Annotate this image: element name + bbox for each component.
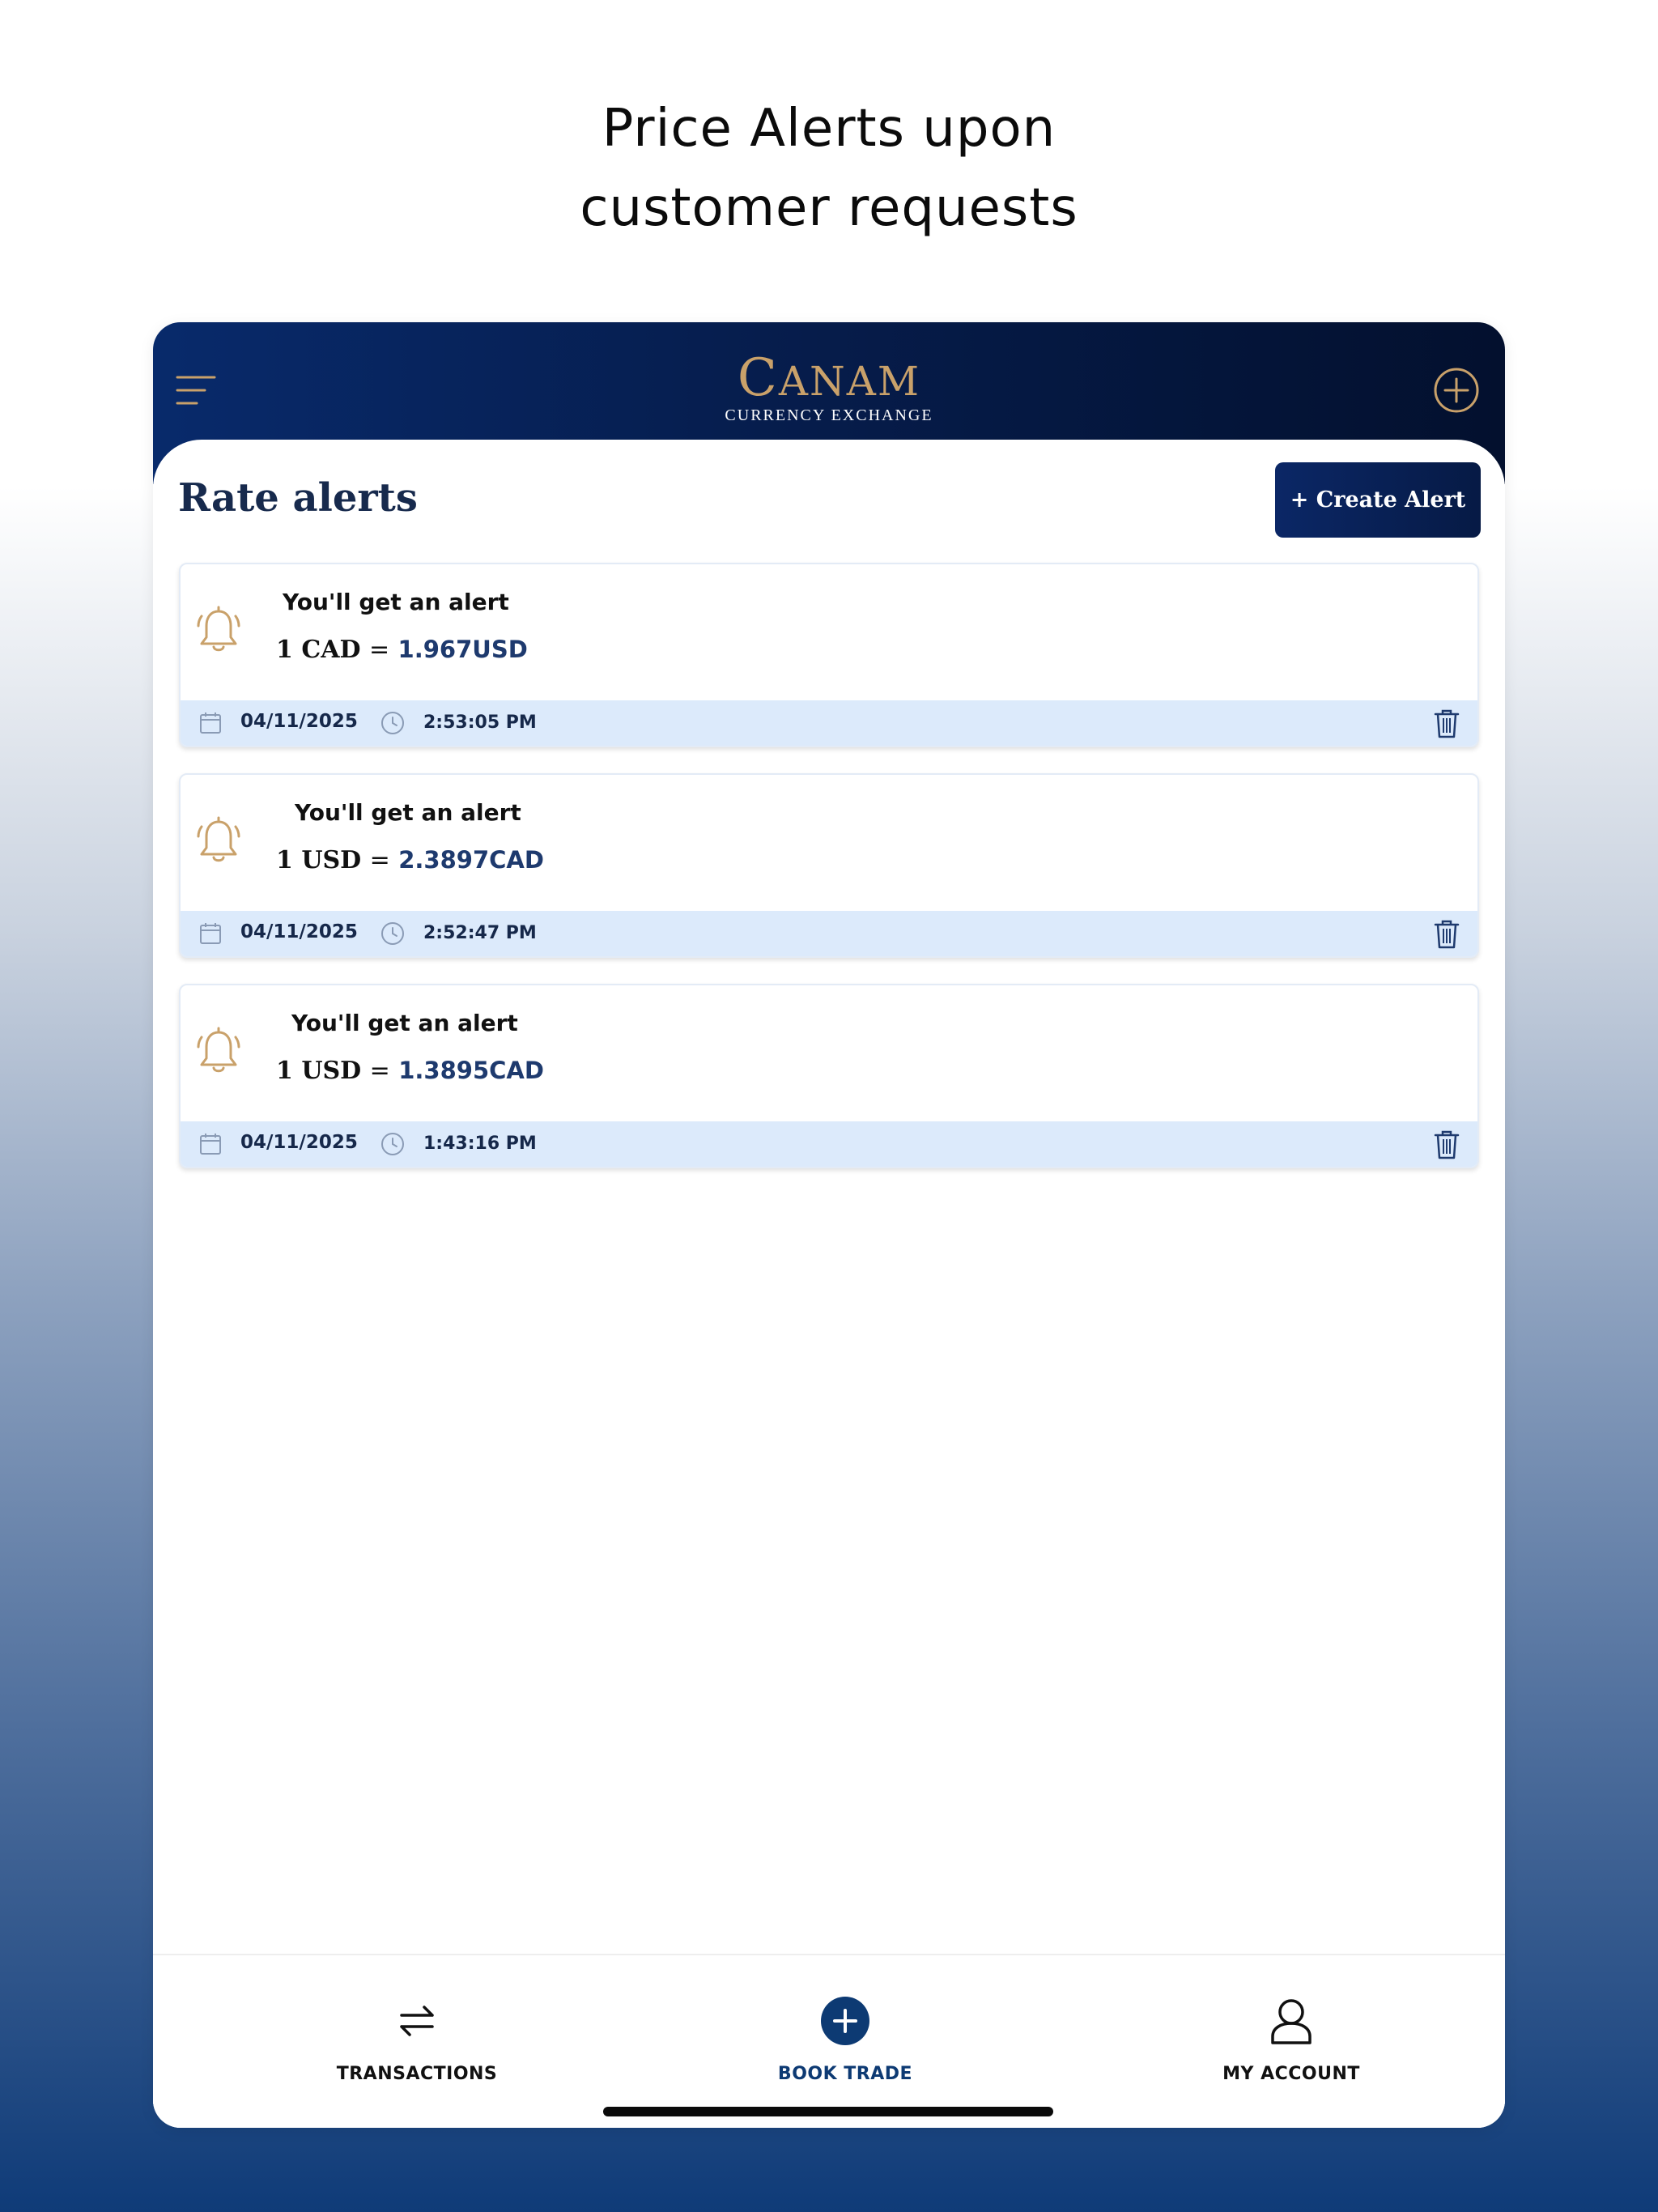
alert-footer [181, 911, 1477, 956]
brand-wordmark: CANAM [737, 348, 921, 408]
clock-icon [380, 710, 406, 736]
alert-heading: You'll get an alert [291, 1010, 518, 1036]
user-icon [1266, 1996, 1316, 2046]
alert-rate [276, 1057, 544, 1085]
alert-base: 1 CAD [276, 636, 361, 664]
tab-label: TRANSACTIONS [336, 2064, 498, 2084]
alert-date: 04/11/2025 [240, 711, 358, 732]
clock-icon [380, 1131, 406, 1157]
alert-list [179, 563, 1479, 1194]
trash-icon[interactable] [1434, 919, 1460, 950]
app-screen [153, 322, 1505, 2128]
alert-time: 2:53:05 PM [423, 713, 537, 733]
alert-equals: = [369, 846, 390, 874]
brand-tagline: CURRENCY EXCHANGE [725, 406, 933, 424]
plus-circle-filled-icon [820, 1996, 870, 2046]
clock-icon [380, 921, 406, 946]
alert-equals: = [368, 636, 390, 664]
headline-line-1: Price Alerts upon [602, 99, 1056, 159]
alert-base: 1 USD [276, 1057, 362, 1085]
alert-time: 1:43:16 PM [423, 1134, 537, 1154]
create-alert-button[interactable]: + Create Alert [1275, 462, 1481, 538]
tab-label: BOOK TRADE [777, 2064, 913, 2084]
home-indicator [603, 2107, 1053, 2116]
tab-book-trade[interactable] [716, 1996, 975, 2084]
alert-target: 1.967USD [397, 636, 528, 663]
trash-icon[interactable] [1434, 708, 1460, 739]
promo-headline [0, 89, 1658, 248]
alert-date: 04/11/2025 [240, 921, 358, 942]
alert-card[interactable] [179, 773, 1479, 958]
alert-base: 1 USD [276, 846, 362, 874]
bell-icon [195, 815, 242, 867]
alert-footer [181, 1121, 1477, 1167]
alert-card[interactable] [179, 984, 1479, 1168]
alert-rate [276, 846, 544, 874]
page-title: Rate alerts [178, 475, 418, 521]
tab-label: MY ACCOUNT [1222, 2064, 1360, 2084]
brand-logo [153, 348, 1505, 425]
alert-target: 1.3895CAD [398, 1057, 544, 1084]
alert-rate [276, 636, 528, 664]
calendar-icon [198, 921, 223, 946]
headline-line-2: customer requests [580, 178, 1078, 238]
plus-circle-icon[interactable] [1432, 366, 1481, 415]
alert-target: 2.3897CAD [398, 846, 544, 874]
alert-heading: You'll get an alert [295, 799, 521, 826]
alert-heading: You'll get an alert [283, 589, 509, 615]
trash-icon[interactable] [1434, 1129, 1460, 1160]
alert-equals: = [369, 1057, 390, 1085]
calendar-icon [198, 1132, 223, 1156]
tab-transactions[interactable] [287, 1996, 546, 2084]
bottom-tab-bar [153, 1954, 1505, 2128]
tab-my-account[interactable] [1162, 1996, 1421, 2084]
alert-footer [181, 700, 1477, 746]
swap-arrows-icon [392, 1996, 442, 2046]
alert-time: 2:52:47 PM [423, 923, 537, 943]
main-content [153, 440, 1505, 2128]
bell-icon [195, 605, 242, 657]
bell-icon [195, 1026, 242, 1078]
calendar-icon [198, 711, 223, 735]
alert-date: 04/11/2025 [240, 1132, 358, 1153]
alert-card[interactable] [179, 563, 1479, 747]
